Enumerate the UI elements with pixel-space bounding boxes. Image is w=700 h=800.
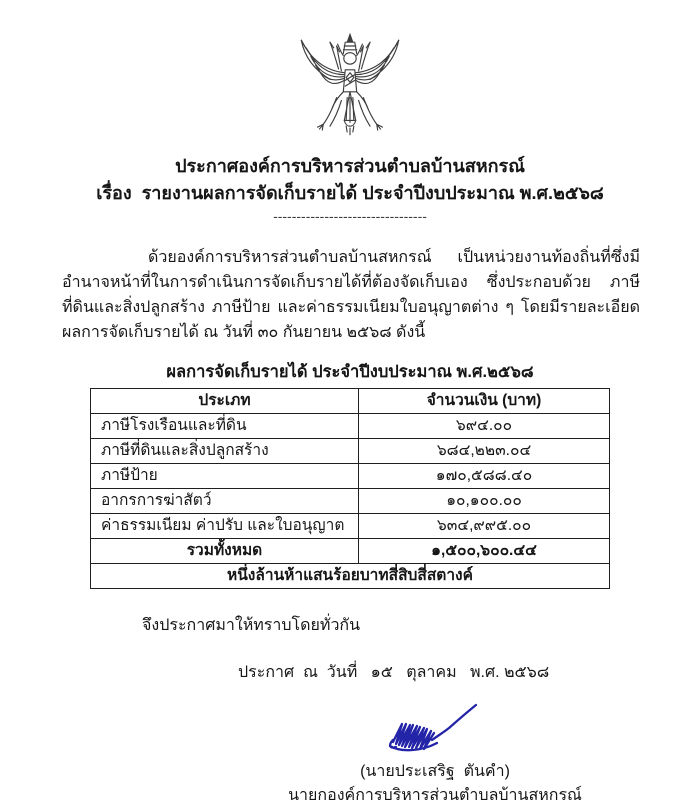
table-total-row bbox=[91, 539, 610, 564]
total-amount: ๑,๕๐๐,๖๐๐.๔๔ bbox=[359, 539, 610, 564]
table-title: ผลการจัดเก็บรายได้ ประจำปีงบประมาณ พ.ศ.๒๕๖๘ bbox=[166, 363, 534, 381]
row-amount: ๑๗๐,๕๘๘.๔๐ bbox=[359, 464, 610, 489]
divider-dashes: --------------------------------- bbox=[273, 208, 427, 224]
announcement-subject: เรื่อง รายงานผลการจัดเก็บรายได้ ประจำปีงบประมาณ พ.ศ.๒๕๖๘ bbox=[96, 183, 604, 203]
revenue-table bbox=[90, 388, 610, 589]
closing-statement: จึงประกาศมาให้ทราบโดยทั่วกัน bbox=[142, 617, 361, 634]
row-category: อากรการฆ่าสัตว์ bbox=[91, 489, 359, 514]
row-amount: ๖๘๔,๒๒๓.๐๔ bbox=[359, 439, 610, 464]
table-row bbox=[91, 414, 610, 439]
row-category: ภาษีป้าย bbox=[91, 464, 359, 489]
header-category: ประเภท bbox=[91, 389, 359, 414]
row-amount: ๖๙๔.๐๐ bbox=[359, 414, 610, 439]
body-paragraph: ด้วยองค์การบริหารส่วนตำบลบ้านสหกรณ์ เป็นหน่วยงานท้องถิ่นที่ซึ่งมีอำนาจหน้าที่ในการดำเนินการจัดเก็บรายได้ที่ต้องจัดเก็บเอง ซึ่งประกอบด้วย ภาษีที่ดินและสิ่งปลูกสร้าง ภาษีป้าย และค่าธรรมเนียมใบอนุญาตต่าง ๆ โดยมีรายละเอียดผลการจัดเก็บรายได้ ณ วันที่ ๓๐ กันยายน ๒๕๖๘ ดังนี้ bbox=[62, 249, 640, 341]
emblem-container bbox=[0, 0, 700, 148]
table-row bbox=[91, 514, 610, 539]
header-amount: จำนวนเงิน (บาท) bbox=[359, 389, 610, 414]
signature-strokes bbox=[390, 705, 476, 750]
announcement-title: ประกาศองค์การบริหารส่วนตำบลบ้านสหกรณ์ bbox=[175, 156, 525, 176]
table-row bbox=[91, 464, 610, 489]
amount-in-words: หนึ่งล้านห้าแสนร้อยบาทสี่สิบสี่สตางค์ bbox=[91, 564, 610, 589]
row-category: ภาษีโรงเรือนและที่ดิน bbox=[91, 414, 359, 439]
row-amount: ๑๐,๑๐๐.๐๐ bbox=[359, 489, 610, 514]
table-words-row bbox=[91, 564, 610, 589]
signatory-position: นายกองค์การบริหารส่วนตำบลบ้านสหกรณ์ bbox=[288, 787, 582, 800]
signatory-name: (นายประเสริฐ ตันคำ) bbox=[360, 763, 510, 780]
table-row bbox=[91, 439, 610, 464]
garuda-emblem-icon bbox=[287, 30, 413, 146]
table-row bbox=[91, 489, 610, 514]
row-amount: ๖๓๔,๙๙๕.๐๐ bbox=[359, 514, 610, 539]
total-label: รวมทั้งหมด bbox=[91, 539, 359, 564]
signature-block bbox=[285, 702, 585, 800]
row-category: ภาษีที่ดินและสิ่งปลูกสร้าง bbox=[91, 439, 359, 464]
announcement-date: ประกาศ ณ วันที่ ๑๕ ตุลาคม พ.ศ. ๒๕๖๘ bbox=[238, 664, 550, 681]
row-category: ค่าธรรมเนียม ค่าปรับ และใบอนุญาต bbox=[91, 514, 359, 539]
signature-scribble-icon bbox=[385, 702, 485, 757]
table-header-row bbox=[91, 389, 610, 414]
